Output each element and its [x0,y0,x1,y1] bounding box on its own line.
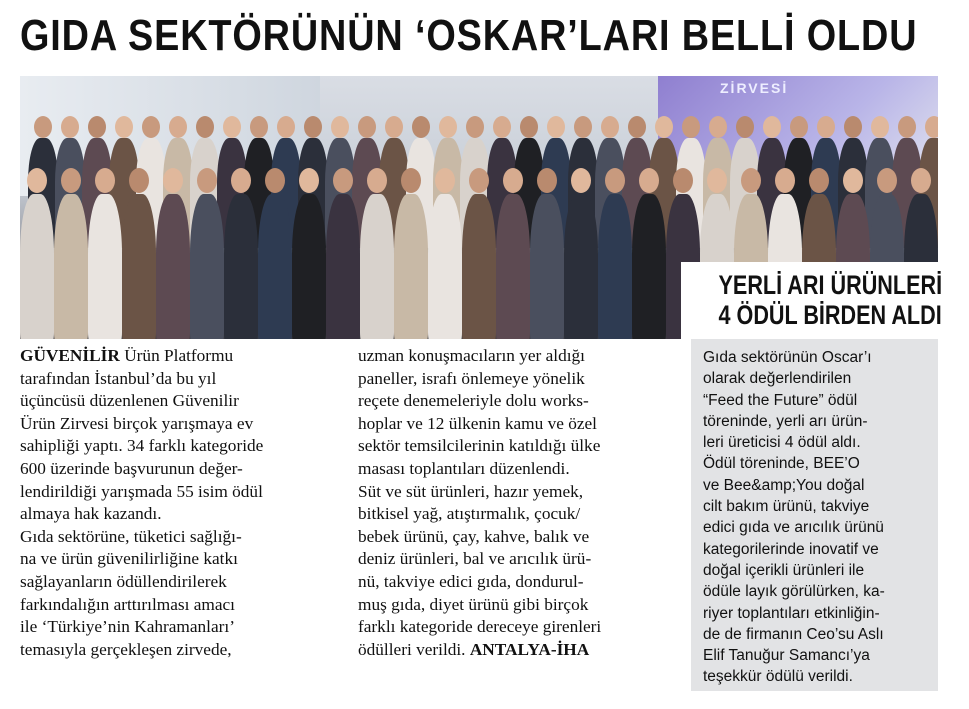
person-head [911,168,931,193]
sidebar-title [681,262,943,339]
person-head [129,168,149,193]
article-line: sağlayanların ödüllendirilerek [20,571,227,591]
person-head [304,116,322,138]
person-head [435,168,455,193]
person-silhouette [88,194,122,339]
article-line: 600 üzerinde başvurunun değer- [20,458,243,478]
person-head [169,116,187,138]
person-head [493,116,511,138]
article-line: farklı kategoride dereceye girenleri [358,617,602,637]
person-head [574,116,592,138]
person-head [844,116,862,138]
article-line: sahipliği yaptı. 34 farklı kategoride [20,436,264,456]
article-line: bitkisel yağ, atıştırmalık, çocuk/ [358,504,581,524]
person-head [707,168,727,193]
person-silhouette [496,194,530,339]
article-line: hoplar ve 12 ülkenin kamu ve özel [358,413,597,433]
person-head [439,116,457,138]
article-line: bebek ürünü, çay, kahve, balık ve [358,526,590,546]
person-head [843,168,863,193]
person-head [34,116,52,138]
person-head [358,116,376,138]
person-head [61,116,79,138]
person-silhouette [462,194,496,339]
lead-word: GÜVENİLİR [20,346,120,365]
person-head [763,116,781,138]
person-head [809,168,829,193]
person-head [401,168,421,193]
sidebar-line: Ödül töreninde, BEE’O [703,455,860,473]
person-head [277,116,295,138]
person-silhouette [156,194,190,339]
sidebar-line: Elif Tanuğur Samancı’ya [703,647,870,665]
person-head [601,116,619,138]
person-head [790,116,808,138]
person-head [299,168,319,193]
person-head [469,168,489,193]
person-head [741,168,761,193]
person-silhouette [598,194,632,339]
sidebar-line: ve Bee&amp;You doğal [703,476,865,494]
person-silhouette [394,194,428,339]
sidebar-line: cilt bakım ürünü, takviye [703,498,870,516]
person-head [466,116,484,138]
person-head [331,116,349,138]
article-line: na ve ürün güvenilirliğine katkı [20,549,238,569]
article-text: ödülleri verildi. [358,639,470,659]
person-head [639,168,659,193]
person-head [925,116,938,138]
article-line: Ürün Zirvesi birçok yarışmaya ev [20,413,254,433]
person-head [367,168,387,193]
sidebar-line: edici gıda ve arıcılık ürünü [703,519,884,537]
sidebar-title-line-1: YERLİ ARI ÜRÜNLERİ [718,270,943,300]
article-line: Gıda sektörüne, tüketici sağlığı- [20,526,242,546]
person-head [503,168,523,193]
article-line [20,345,340,368]
person-head [682,116,700,138]
article-line: lendirildiği yarışmada 55 isim ödül [20,481,263,501]
article-line: Süt ve süt ürünleri, hazır yemek, [358,481,584,501]
person-head [877,168,897,193]
person-head [142,116,160,138]
person-head [537,168,557,193]
article-line: nü, takviye edici gıda, dondurul- [358,571,584,591]
person-silhouette [360,194,394,339]
banner-text: ZİRVESİ [720,80,789,96]
person-head [775,168,795,193]
sidebar-line: “Feed the Future” ödül [703,391,858,409]
agency-signoff: ANTALYA-İHA [469,639,590,659]
person-head [673,168,693,193]
article-column-1 [20,345,340,661]
person-head [231,168,251,193]
sidebar-line: teşekkür ödülü verildi. [703,668,853,686]
person-head [197,168,217,193]
article-line: almaya hak kazandı. [20,504,162,524]
person-head [265,168,285,193]
sidebar-line: kategorilerinde inovatif ve [703,540,879,558]
person-silhouette [122,194,156,339]
person-head [163,168,183,193]
person-head [196,116,214,138]
person-head [115,116,133,138]
article-line: paneller, israfı önlemeye yönelik [358,368,585,388]
person-head [385,116,403,138]
sidebar-line: doğal içerikli ürünleri ile [703,561,865,579]
article-line: tarafından İstanbul’da bu yıl [20,368,217,388]
article-line: ile ‘Türkiye’nin Kahramanları’ [20,617,235,637]
article-line: masası toplantıları düzenlendi. [358,458,570,478]
person-head [333,168,353,193]
person-head [547,116,565,138]
article-line: temasıyla gerçekleşen zirvede, [20,639,232,659]
article-line: muş gıda, diyet ürünü gibi birçok [358,594,589,614]
person-head [655,116,673,138]
sidebar-line: riyer toplantıları etkinliğin- [703,604,880,622]
sidebar-line: ödüle layık görülürken, ka- [703,583,885,601]
sidebar-line: de de firmanın Ceo’su Aslı [703,625,884,643]
person-head [709,116,727,138]
article-line: reçete denemeleriyle dolu works- [358,391,589,411]
person-silhouette [54,194,88,339]
article-column-2 [358,345,680,661]
article-line: uzman konuşmacıların yer aldığı [358,346,585,365]
person-silhouette [258,194,292,339]
person-head [628,116,646,138]
article-text: Ürün Platformu [119,346,234,365]
person-head [27,168,47,193]
article-line: sektör temsilcilerinin katıldığı ülke [358,436,601,456]
sidebar-line: töreninde, yerli arı ürün- [703,412,868,430]
person-silhouette [20,194,54,339]
person-silhouette [564,194,598,339]
person-head [571,168,591,193]
person-head [250,116,268,138]
person-head [88,116,106,138]
sidebar-title-line-2: 4 ÖDÜL BİRDEN ALDI [718,300,942,330]
article-line: farkındalığın arttırılması amacı [20,594,235,614]
person-head [605,168,625,193]
person-silhouette [292,194,326,339]
headline: GIDA SEKTÖRÜNÜN ‘OSKAR’LARI BELLİ OLDU [20,11,918,60]
article-line [358,639,680,662]
article-line: üçüncüsü düzenlenen Güvenilir [20,391,239,411]
person-silhouette [326,194,360,339]
person-silhouette [632,194,666,339]
person-head [871,116,889,138]
person-head [95,168,115,193]
person-head [898,116,916,138]
person-silhouette [428,194,462,339]
person-head [520,116,538,138]
sidebar-line: leri üreticisi 4 ödül aldı. [703,434,861,452]
person-head [223,116,241,138]
person-head [412,116,430,138]
person-head [817,116,835,138]
person-silhouette [224,194,258,339]
person-head [61,168,81,193]
person-head [736,116,754,138]
sidebar-line: olarak değerlendirilen [703,370,852,388]
person-silhouette [530,194,564,339]
sidebar-box [691,339,938,691]
sidebar-line: Gıda sektörünün Oscar’ı [703,349,872,366]
article-line: deniz ürünleri, bal ve arıcılık ürü- [358,549,592,569]
person-silhouette [190,194,224,339]
